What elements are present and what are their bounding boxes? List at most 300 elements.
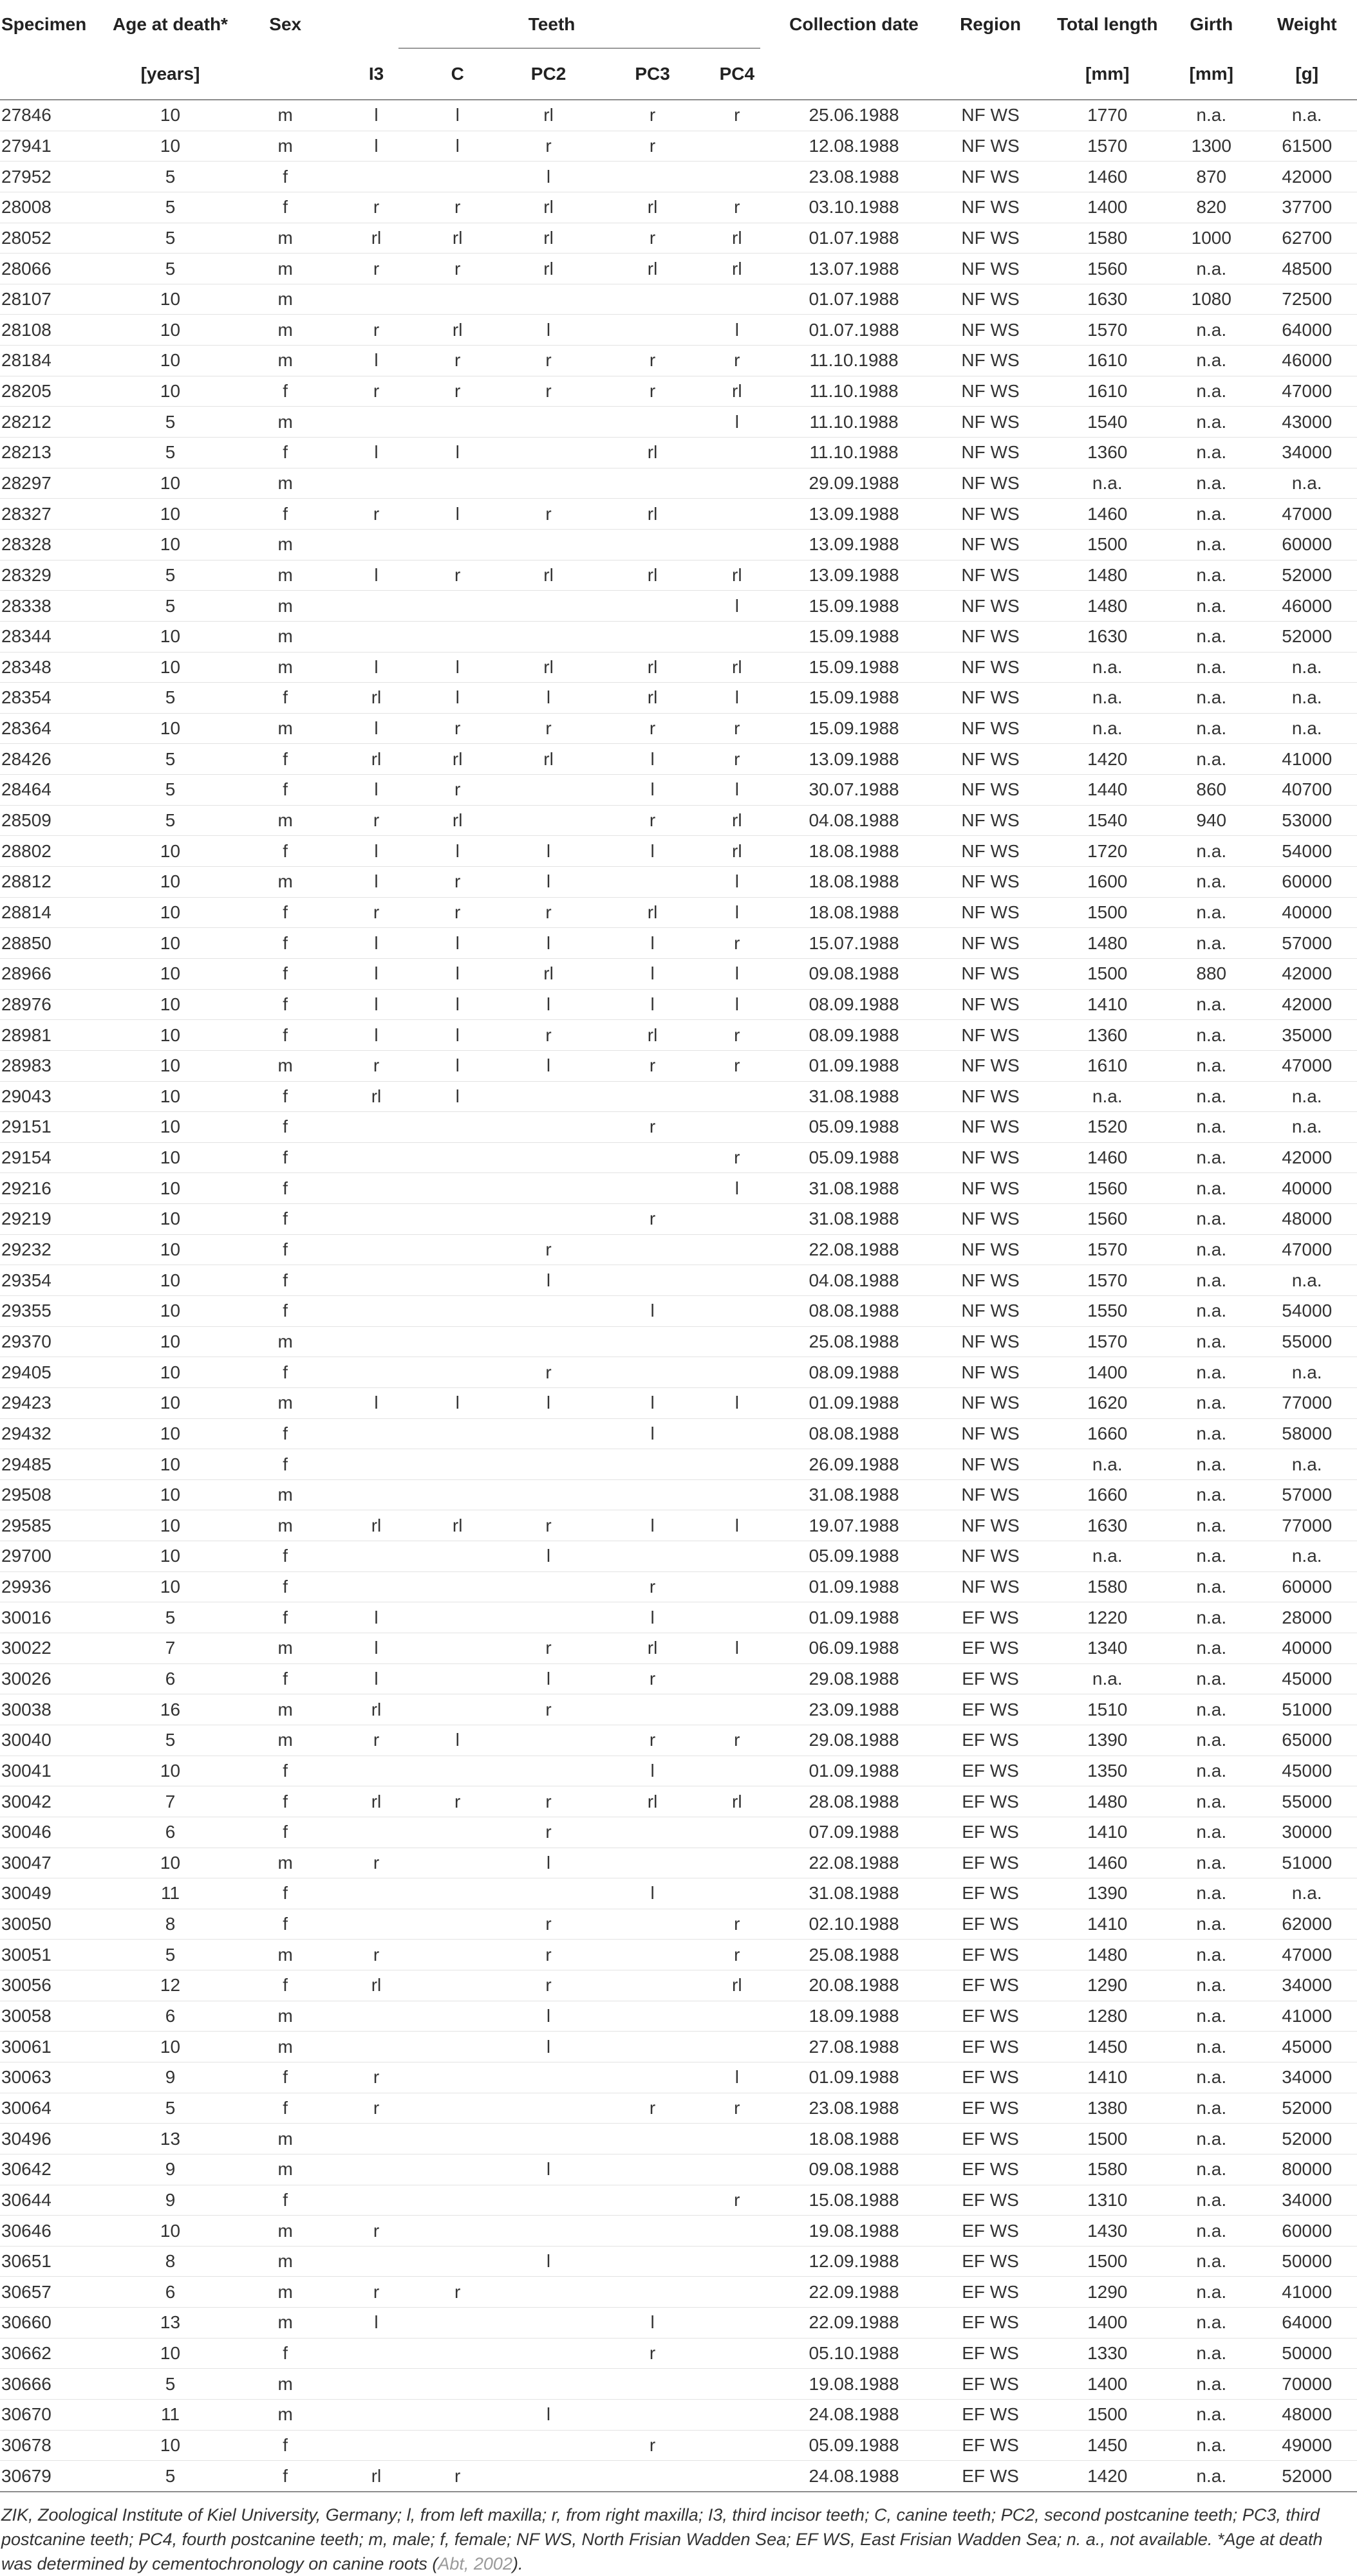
cell-region: NF WS: [932, 897, 1049, 928]
cell-teeth-c: r: [425, 376, 490, 407]
cell-region: NF WS: [932, 223, 1049, 254]
cell-region: EF WS: [932, 2216, 1049, 2247]
cell-teeth-c: [425, 1756, 490, 1786]
cell-age: 5: [97, 805, 243, 836]
cell-teeth-c: [425, 1265, 490, 1296]
cell-teeth-pc4: rl: [698, 1786, 776, 1817]
cell-weight: 41000: [1257, 744, 1357, 775]
cell-specimen: 28329: [0, 560, 97, 591]
cell-total-length: n.a.: [1049, 1663, 1166, 1694]
cell-teeth-c: [425, 2216, 490, 2247]
cell-collection-date: 28.08.1988: [776, 1786, 931, 1817]
cell-girth: n.a.: [1166, 1725, 1257, 1756]
cell-specimen: 29219: [0, 1204, 97, 1235]
cell-collection-date: 12.08.1988: [776, 131, 931, 162]
cell-teeth-pc4: [698, 1449, 776, 1480]
cell-weight: 48500: [1257, 254, 1357, 284]
cell-collection-date: 29.08.1988: [776, 1725, 931, 1756]
cell-sex: f: [243, 2338, 328, 2369]
cell-specimen: 28966: [0, 958, 97, 989]
cell-total-length: 1350: [1049, 1756, 1166, 1786]
cell-teeth-pc4: l: [698, 315, 776, 346]
cell-weight: 46000: [1257, 346, 1357, 376]
cell-teeth-pc3: l: [607, 989, 698, 1020]
cell-specimen: 28052: [0, 223, 97, 254]
cell-teeth-pc3: l: [607, 836, 698, 867]
cell-teeth-pc4: [698, 2154, 776, 2185]
cell-teeth-c: [425, 1295, 490, 1326]
cell-teeth-c: [425, 1357, 490, 1388]
cell-teeth-pc4: [698, 1663, 776, 1694]
cell-teeth-pc3: l: [607, 1295, 698, 1326]
cell-specimen: 30642: [0, 2154, 97, 2185]
cell-collection-date: 20.08.1988: [776, 1970, 931, 2001]
cell-total-length: 1620: [1049, 1387, 1166, 1418]
cell-teeth-i3: [328, 1541, 425, 1572]
cell-total-length: n.a.: [1049, 683, 1166, 714]
cell-teeth-pc4: l: [698, 989, 776, 1020]
cell-sex: f: [243, 836, 328, 867]
cell-collection-date: 11.10.1988: [776, 438, 931, 468]
cell-specimen: 28212: [0, 407, 97, 438]
cell-teeth-pc3: r: [607, 1571, 698, 1602]
cell-teeth-pc2: [490, 805, 607, 836]
cell-girth: n.a.: [1166, 1295, 1257, 1326]
table-row: [0, 1848, 1357, 1878]
cell-sex: f: [243, 1204, 328, 1235]
cell-age: 16: [97, 1694, 243, 1725]
cell-teeth-pc2: l: [490, 2400, 607, 2431]
cell-total-length: 1360: [1049, 1020, 1166, 1051]
table-row: [0, 1357, 1357, 1388]
cell-region: NF WS: [932, 100, 1049, 131]
cell-teeth-i3: [328, 1756, 425, 1786]
cell-teeth-pc4: [698, 1265, 776, 1296]
cell-weight: 47000: [1257, 1940, 1357, 1970]
cell-teeth-pc2: l: [490, 989, 607, 1020]
cell-teeth-pc2: [490, 1602, 607, 1633]
cell-region: NF WS: [932, 775, 1049, 806]
cell-teeth-i3: l: [328, 560, 425, 591]
cell-sex: f: [243, 1602, 328, 1633]
cell-total-length: 1560: [1049, 1173, 1166, 1204]
cell-region: NF WS: [932, 1357, 1049, 1388]
cell-specimen: 30058: [0, 2001, 97, 2032]
cell-sex: m: [243, 1050, 328, 1081]
cell-collection-date: 18.08.1988: [776, 836, 931, 867]
cell-teeth-pc4: [698, 2369, 776, 2400]
cell-sex: f: [243, 1909, 328, 1940]
cell-girth: n.a.: [1166, 928, 1257, 959]
cell-collection-date: 05.10.1988: [776, 2338, 931, 2369]
cell-region: EF WS: [932, 2400, 1049, 2431]
cell-teeth-i3: l: [328, 1633, 425, 1664]
cell-total-length: 1610: [1049, 1050, 1166, 1081]
cell-teeth-pc2: [490, 1112, 607, 1143]
cell-teeth-pc2: [490, 438, 607, 468]
cell-sex: f: [243, 1786, 328, 1817]
cell-teeth-i3: [328, 1449, 425, 1480]
cell-teeth-pc4: [698, 468, 776, 499]
cell-sex: m: [243, 2154, 328, 2185]
cell-girth: n.a.: [1166, 1878, 1257, 1909]
cell-teeth-pc2: [490, 529, 607, 560]
cell-age: 6: [97, 1817, 243, 1848]
cell-girth: n.a.: [1166, 438, 1257, 468]
cell-sex: f: [243, 1173, 328, 1204]
cell-teeth-c: [425, 1970, 490, 2001]
cell-age: 11: [97, 2400, 243, 2431]
cell-region: EF WS: [932, 2032, 1049, 2062]
cell-region: NF WS: [932, 1479, 1049, 1510]
cell-region: EF WS: [932, 2246, 1049, 2277]
cell-teeth-pc2: [490, 1326, 607, 1357]
cell-sex: f: [243, 1142, 328, 1173]
table-row: [0, 805, 1357, 836]
cell-teeth-pc4: [698, 2308, 776, 2339]
cell-teeth-c: [425, 1142, 490, 1173]
table-row: [0, 1142, 1357, 1173]
cell-specimen: 29432: [0, 1418, 97, 1449]
cell-total-length: 1390: [1049, 1725, 1166, 1756]
cell-teeth-pc4: [698, 1571, 776, 1602]
cell-teeth-pc4: [698, 2400, 776, 2431]
cell-teeth-i3: [328, 2246, 425, 2277]
cell-total-length: 1500: [1049, 2124, 1166, 2154]
cell-teeth-pc4: l: [698, 775, 776, 806]
cell-weight: 72500: [1257, 284, 1357, 315]
cell-sex: f: [243, 162, 328, 192]
cell-teeth-pc4: [698, 1541, 776, 1572]
cell-sex: m: [243, 315, 328, 346]
cell-teeth-pc3: [607, 1970, 698, 2001]
cell-teeth-c: [425, 1571, 490, 1602]
cell-teeth-pc3: [607, 1173, 698, 1204]
cell-teeth-pc4: r: [698, 928, 776, 959]
cell-teeth-pc3: [607, 2246, 698, 2277]
table-row: [0, 192, 1357, 223]
cell-specimen: 30670: [0, 2400, 97, 2431]
cell-teeth-i3: rl: [328, 1510, 425, 1541]
cell-sex: f: [243, 376, 328, 407]
table-row: [0, 1081, 1357, 1112]
cell-girth: n.a.: [1166, 1694, 1257, 1725]
cell-teeth-pc4: [698, 2216, 776, 2247]
cell-total-length: 1410: [1049, 1817, 1166, 1848]
cell-teeth-pc2: [490, 2216, 607, 2247]
cell-weight: 40700: [1257, 775, 1357, 806]
cell-region: NF WS: [932, 652, 1049, 683]
cell-teeth-i3: l: [328, 1663, 425, 1694]
table-row: [0, 1725, 1357, 1756]
cell-teeth-pc3: rl: [607, 560, 698, 591]
cell-region: NF WS: [932, 1204, 1049, 1235]
cell-specimen: 30061: [0, 2032, 97, 2062]
cell-girth: 1300: [1166, 131, 1257, 162]
cell-weight: 40000: [1257, 1633, 1357, 1664]
cell-teeth-pc2: r: [490, 499, 607, 530]
cell-girth: n.a.: [1166, 1387, 1257, 1418]
cell-region: NF WS: [932, 1020, 1049, 1051]
cell-collection-date: 12.09.1988: [776, 2246, 931, 2277]
cell-specimen: 29485: [0, 1449, 97, 1480]
cell-collection-date: 30.07.1988: [776, 775, 931, 806]
cell-teeth-i3: [328, 1357, 425, 1388]
cell-teeth-c: l: [425, 438, 490, 468]
cell-total-length: 1550: [1049, 1295, 1166, 1326]
cell-total-length: 1400: [1049, 2369, 1166, 2400]
cell-teeth-i3: r: [328, 1050, 425, 1081]
cell-teeth-i3: [328, 1817, 425, 1848]
cell-sex: m: [243, 621, 328, 652]
cell-teeth-pc3: [607, 1694, 698, 1725]
cell-sex: m: [243, 2246, 328, 2277]
cell-weight: 77000: [1257, 1387, 1357, 1418]
cell-weight: 62000: [1257, 1909, 1357, 1940]
cell-teeth-c: [425, 1418, 490, 1449]
cell-age: 5: [97, 591, 243, 622]
cell-total-length: 1560: [1049, 1204, 1166, 1235]
cell-girth: n.a.: [1166, 621, 1257, 652]
cell-teeth-c: l: [425, 499, 490, 530]
cell-weight: n.a.: [1257, 1449, 1357, 1480]
table-row: [0, 1173, 1357, 1204]
cell-region: NF WS: [932, 1326, 1049, 1357]
table-row: [0, 713, 1357, 744]
cell-total-length: 1400: [1049, 2308, 1166, 2339]
table-row: [0, 1817, 1357, 1848]
cell-total-length: 1500: [1049, 897, 1166, 928]
cell-collection-date: 04.08.1988: [776, 1265, 931, 1296]
table-row: [0, 1449, 1357, 1480]
cell-specimen: 29355: [0, 1295, 97, 1326]
cell-total-length: 1220: [1049, 1602, 1166, 1633]
cell-teeth-pc3: l: [607, 2308, 698, 2339]
cell-teeth-pc4: [698, 2338, 776, 2369]
cell-teeth-pc2: [490, 407, 607, 438]
cell-teeth-c: [425, 2185, 490, 2216]
table-row: [0, 2308, 1357, 2339]
cell-sex: m: [243, 1940, 328, 1970]
cell-teeth-i3: r: [328, 1848, 425, 1878]
cell-weight: 77000: [1257, 1510, 1357, 1541]
cell-teeth-c: r: [425, 867, 490, 898]
footnote-citation-link[interactable]: Abt, 2002: [438, 2553, 512, 2573]
cell-girth: 940: [1166, 805, 1257, 836]
cell-specimen: 30646: [0, 2216, 97, 2247]
cell-teeth-pc4: [698, 2461, 776, 2492]
cell-collection-date: 31.08.1988: [776, 1878, 931, 1909]
cell-teeth-i3: [328, 1204, 425, 1235]
cell-teeth-i3: l: [328, 836, 425, 867]
cell-region: EF WS: [932, 2430, 1049, 2461]
cell-sex: m: [243, 100, 328, 131]
table-row: [0, 1265, 1357, 1296]
cell-teeth-pc2: l: [490, 867, 607, 898]
cell-region: EF WS: [932, 2277, 1049, 2308]
cell-region: NF WS: [932, 867, 1049, 898]
cell-specimen: 28213: [0, 438, 97, 468]
cell-teeth-i3: l: [328, 867, 425, 898]
cell-teeth-c: [425, 1694, 490, 1725]
cell-teeth-pc2: [490, 284, 607, 315]
cell-total-length: 1480: [1049, 591, 1166, 622]
cell-age: 12: [97, 1970, 243, 2001]
cell-teeth-i3: [328, 529, 425, 560]
cell-girth: n.a.: [1166, 254, 1257, 284]
table-row: [0, 315, 1357, 346]
cell-teeth-pc2: rl: [490, 958, 607, 989]
cell-teeth-c: [425, 1878, 490, 1909]
cell-girth: n.a.: [1166, 897, 1257, 928]
cell-region: NF WS: [932, 1050, 1049, 1081]
header-teeth-i3: I3: [328, 49, 425, 100]
cell-specimen: 28184: [0, 346, 97, 376]
cell-region: EF WS: [932, 2369, 1049, 2400]
cell-teeth-pc2: [490, 2369, 607, 2400]
cell-sex: f: [243, 1081, 328, 1112]
cell-teeth-c: [425, 1602, 490, 1633]
cell-teeth-pc4: rl: [698, 836, 776, 867]
header-teeth: [328, 0, 776, 49]
cell-sex: f: [243, 2093, 328, 2124]
cell-collection-date: 22.08.1988: [776, 1234, 931, 1265]
cell-teeth-pc4: [698, 162, 776, 192]
table-row: [0, 1326, 1357, 1357]
table-row: [0, 1694, 1357, 1725]
cell-girth: n.a.: [1166, 1817, 1257, 1848]
cell-girth: n.a.: [1166, 2461, 1257, 2492]
cell-teeth-pc3: [607, 162, 698, 192]
cell-teeth-i3: l: [328, 2308, 425, 2339]
cell-region: NF WS: [932, 1234, 1049, 1265]
cell-age: 10: [97, 652, 243, 683]
cell-weight: 70000: [1257, 2369, 1357, 2400]
table-row: [0, 438, 1357, 468]
cell-weight: n.a.: [1257, 100, 1357, 131]
cell-total-length: 1460: [1049, 499, 1166, 530]
cell-teeth-pc2: r: [490, 897, 607, 928]
cell-weight: 55000: [1257, 1326, 1357, 1357]
cell-specimen: 30660: [0, 2308, 97, 2339]
cell-age: 10: [97, 1173, 243, 1204]
cell-region: EF WS: [932, 2093, 1049, 2124]
cell-girth: n.a.: [1166, 407, 1257, 438]
cell-age: 10: [97, 1112, 243, 1143]
cell-age: 5: [97, 744, 243, 775]
cell-sex: m: [243, 407, 328, 438]
cell-region: NF WS: [932, 529, 1049, 560]
cell-teeth-pc4: [698, 131, 776, 162]
cell-teeth-i3: l: [328, 928, 425, 959]
cell-total-length: 1420: [1049, 744, 1166, 775]
cell-weight: 60000: [1257, 529, 1357, 560]
cell-girth: n.a.: [1166, 468, 1257, 499]
cell-teeth-pc2: r: [490, 1234, 607, 1265]
cell-collection-date: 23.09.1988: [776, 1694, 931, 1725]
cell-total-length: 1660: [1049, 1479, 1166, 1510]
cell-age: 10: [97, 346, 243, 376]
cell-specimen: 30040: [0, 1725, 97, 1756]
cell-age: 5: [97, 223, 243, 254]
cell-total-length: 1340: [1049, 1633, 1166, 1664]
cell-teeth-pc4: [698, 1479, 776, 1510]
cell-region: NF WS: [932, 376, 1049, 407]
cell-teeth-pc3: r: [607, 805, 698, 836]
table-row: [0, 1295, 1357, 1326]
cell-total-length: 1310: [1049, 2185, 1166, 2216]
cell-teeth-pc4: l: [698, 1387, 776, 1418]
table-row: [0, 284, 1357, 315]
cell-age: 10: [97, 713, 243, 744]
cell-teeth-i3: [328, 1418, 425, 1449]
cell-age: 6: [97, 2001, 243, 2032]
cell-age: 10: [97, 499, 243, 530]
cell-teeth-pc2: l: [490, 2032, 607, 2062]
cell-collection-date: 05.09.1988: [776, 1112, 931, 1143]
cell-sex: m: [243, 529, 328, 560]
cell-total-length: 1520: [1049, 1112, 1166, 1143]
cell-teeth-i3: l: [328, 989, 425, 1020]
cell-age: 10: [97, 1326, 243, 1357]
cell-region: EF WS: [932, 1725, 1049, 1756]
cell-sex: f: [243, 2185, 328, 2216]
cell-age: 10: [97, 897, 243, 928]
cell-specimen: 28426: [0, 744, 97, 775]
cell-sex: f: [243, 1571, 328, 1602]
cell-teeth-i3: l: [328, 131, 425, 162]
cell-total-length: 1290: [1049, 1970, 1166, 2001]
cell-specimen: 30049: [0, 1878, 97, 1909]
cell-teeth-pc3: l: [607, 1756, 698, 1786]
cell-age: 10: [97, 1081, 243, 1112]
cell-teeth-pc3: r: [607, 1112, 698, 1143]
cell-teeth-i3: l: [328, 438, 425, 468]
cell-collection-date: 08.09.1988: [776, 1357, 931, 1388]
cell-teeth-c: r: [425, 897, 490, 928]
cell-teeth-pc2: [490, 1725, 607, 1756]
table-row: [0, 1418, 1357, 1449]
cell-collection-date: 01.07.1988: [776, 223, 931, 254]
cell-age: 5: [97, 438, 243, 468]
cell-age: 10: [97, 1295, 243, 1326]
cell-teeth-pc2: [490, 2093, 607, 2124]
cell-teeth-c: l: [425, 131, 490, 162]
cell-sex: m: [243, 652, 328, 683]
cell-teeth-c: l: [425, 652, 490, 683]
cell-teeth-pc3: [607, 1449, 698, 1480]
cell-sex: m: [243, 1694, 328, 1725]
cell-region: EF WS: [932, 1663, 1049, 1694]
cell-girth: 880: [1166, 958, 1257, 989]
cell-teeth-i3: rl: [328, 223, 425, 254]
cell-teeth-pc4: r: [698, 346, 776, 376]
header-region-sub: [932, 49, 1049, 100]
cell-age: 10: [97, 867, 243, 898]
cell-teeth-pc3: [607, 2032, 698, 2062]
cell-girth: n.a.: [1166, 2246, 1257, 2277]
cell-teeth-pc4: r: [698, 100, 776, 131]
cell-specimen: 30644: [0, 2185, 97, 2216]
cell-collection-date: 04.08.1988: [776, 805, 931, 836]
cell-region: NF WS: [932, 958, 1049, 989]
cell-age: 10: [97, 1848, 243, 1878]
cell-age: 5: [97, 407, 243, 438]
cell-age: 10: [97, 621, 243, 652]
table-row: [0, 1112, 1357, 1143]
cell-teeth-pc4: l: [698, 1510, 776, 1541]
cell-girth: n.a.: [1166, 1142, 1257, 1173]
